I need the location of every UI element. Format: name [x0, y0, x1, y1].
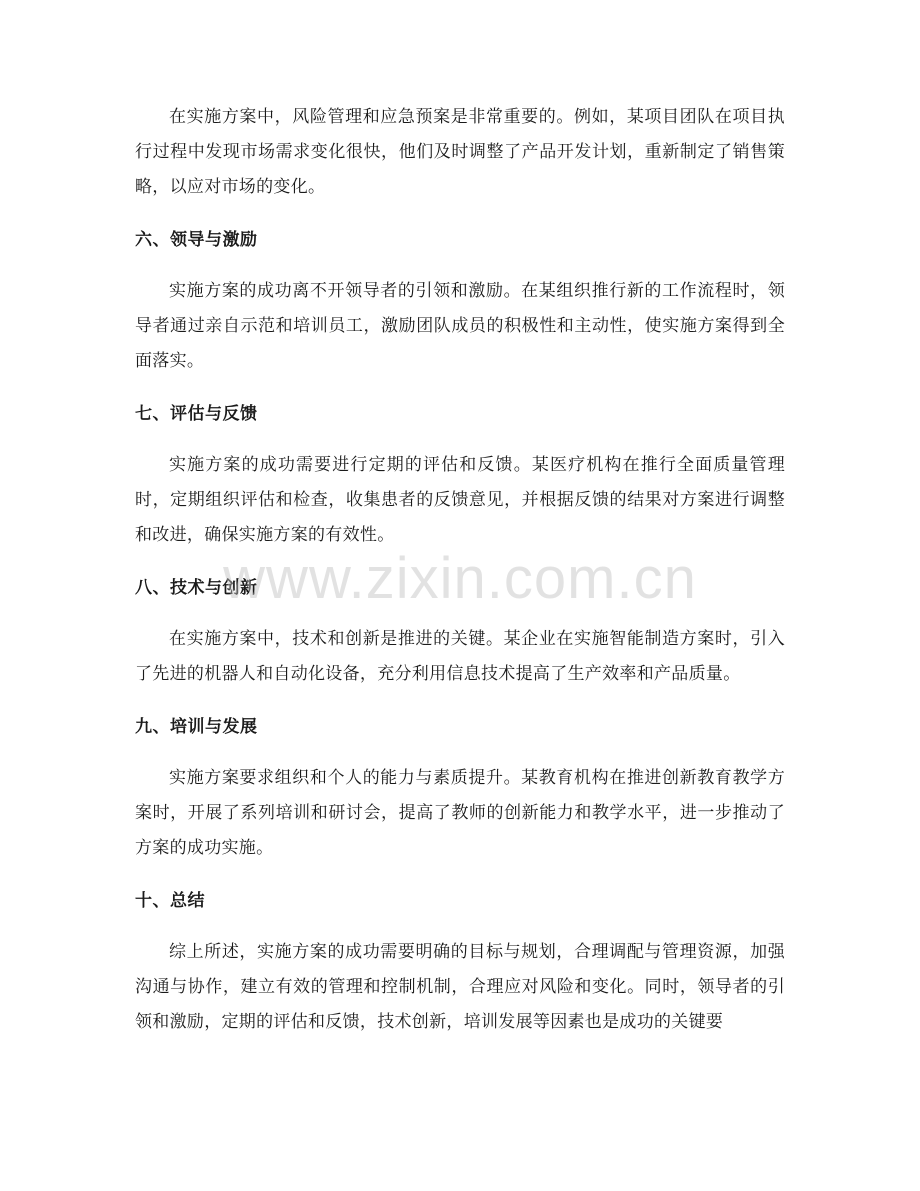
- heading-training: 九、培训与发展: [135, 717, 258, 737]
- paragraph-evaluation: 实施方案的成功需要进行定期的评估和反馈。某医疗机构在推行全面质量管理时，定期组织评估和检查，收集患者的反馈意见，并根据反馈的结果对方案进行调整和改进，确保实施方案的有效性。: [135, 455, 785, 545]
- heading-leadership: 六、领导与激励: [135, 230, 258, 250]
- paragraph-summary: 综上所述，实施方案的成功需要明确的目标与规划，合理调配与管理资源，加强沟通与协作，建立有效的管理和控制机制，合理应对风险和变化。同时，领导者的引领和激励，定期的评估和反馈，技术创新，培训发展等因素也是成功的关键要: [135, 942, 785, 1032]
- document-body: [135, 100, 785, 1060]
- paragraph-risk-management: 在实施方案中，风险管理和应急预案是非常重要的。例如，某项目团队在项目执行过程中发现市场需求变化很快，他们及时调整了产品开发计划，重新制定了销售策略，以应对市场的变化。: [135, 107, 785, 197]
- heading-summary: 十、总结: [135, 891, 205, 911]
- paragraph-technology: 在实施方案中，技术和创新是推进的关键。某企业在实施智能制造方案时，引入了先进的机器人和自动化设备，充分利用信息技术提高了生产效率和产品质量。: [135, 629, 785, 684]
- paragraph-training: 实施方案要求组织和个人的能力与素质提升。某教育机构在推进创新教育教学方案时，开展了系列培训和研讨会，提高了教师的创新能力和教学水平，进一步推动了方案的成功实施。: [135, 768, 785, 858]
- heading-technology: 八、技术与创新: [135, 578, 258, 598]
- paragraph-leadership: 实施方案的成功离不开领导者的引领和激励。在某组织推行新的工作流程时，领导者通过亲自示范和培训员工，激励团队成员的积极性和主动性，使实施方案得到全面落实。: [135, 281, 785, 371]
- heading-evaluation: 七、评估与反馈: [135, 404, 258, 424]
- watermark-text: www.zixin.com.cn: [223, 546, 697, 611]
